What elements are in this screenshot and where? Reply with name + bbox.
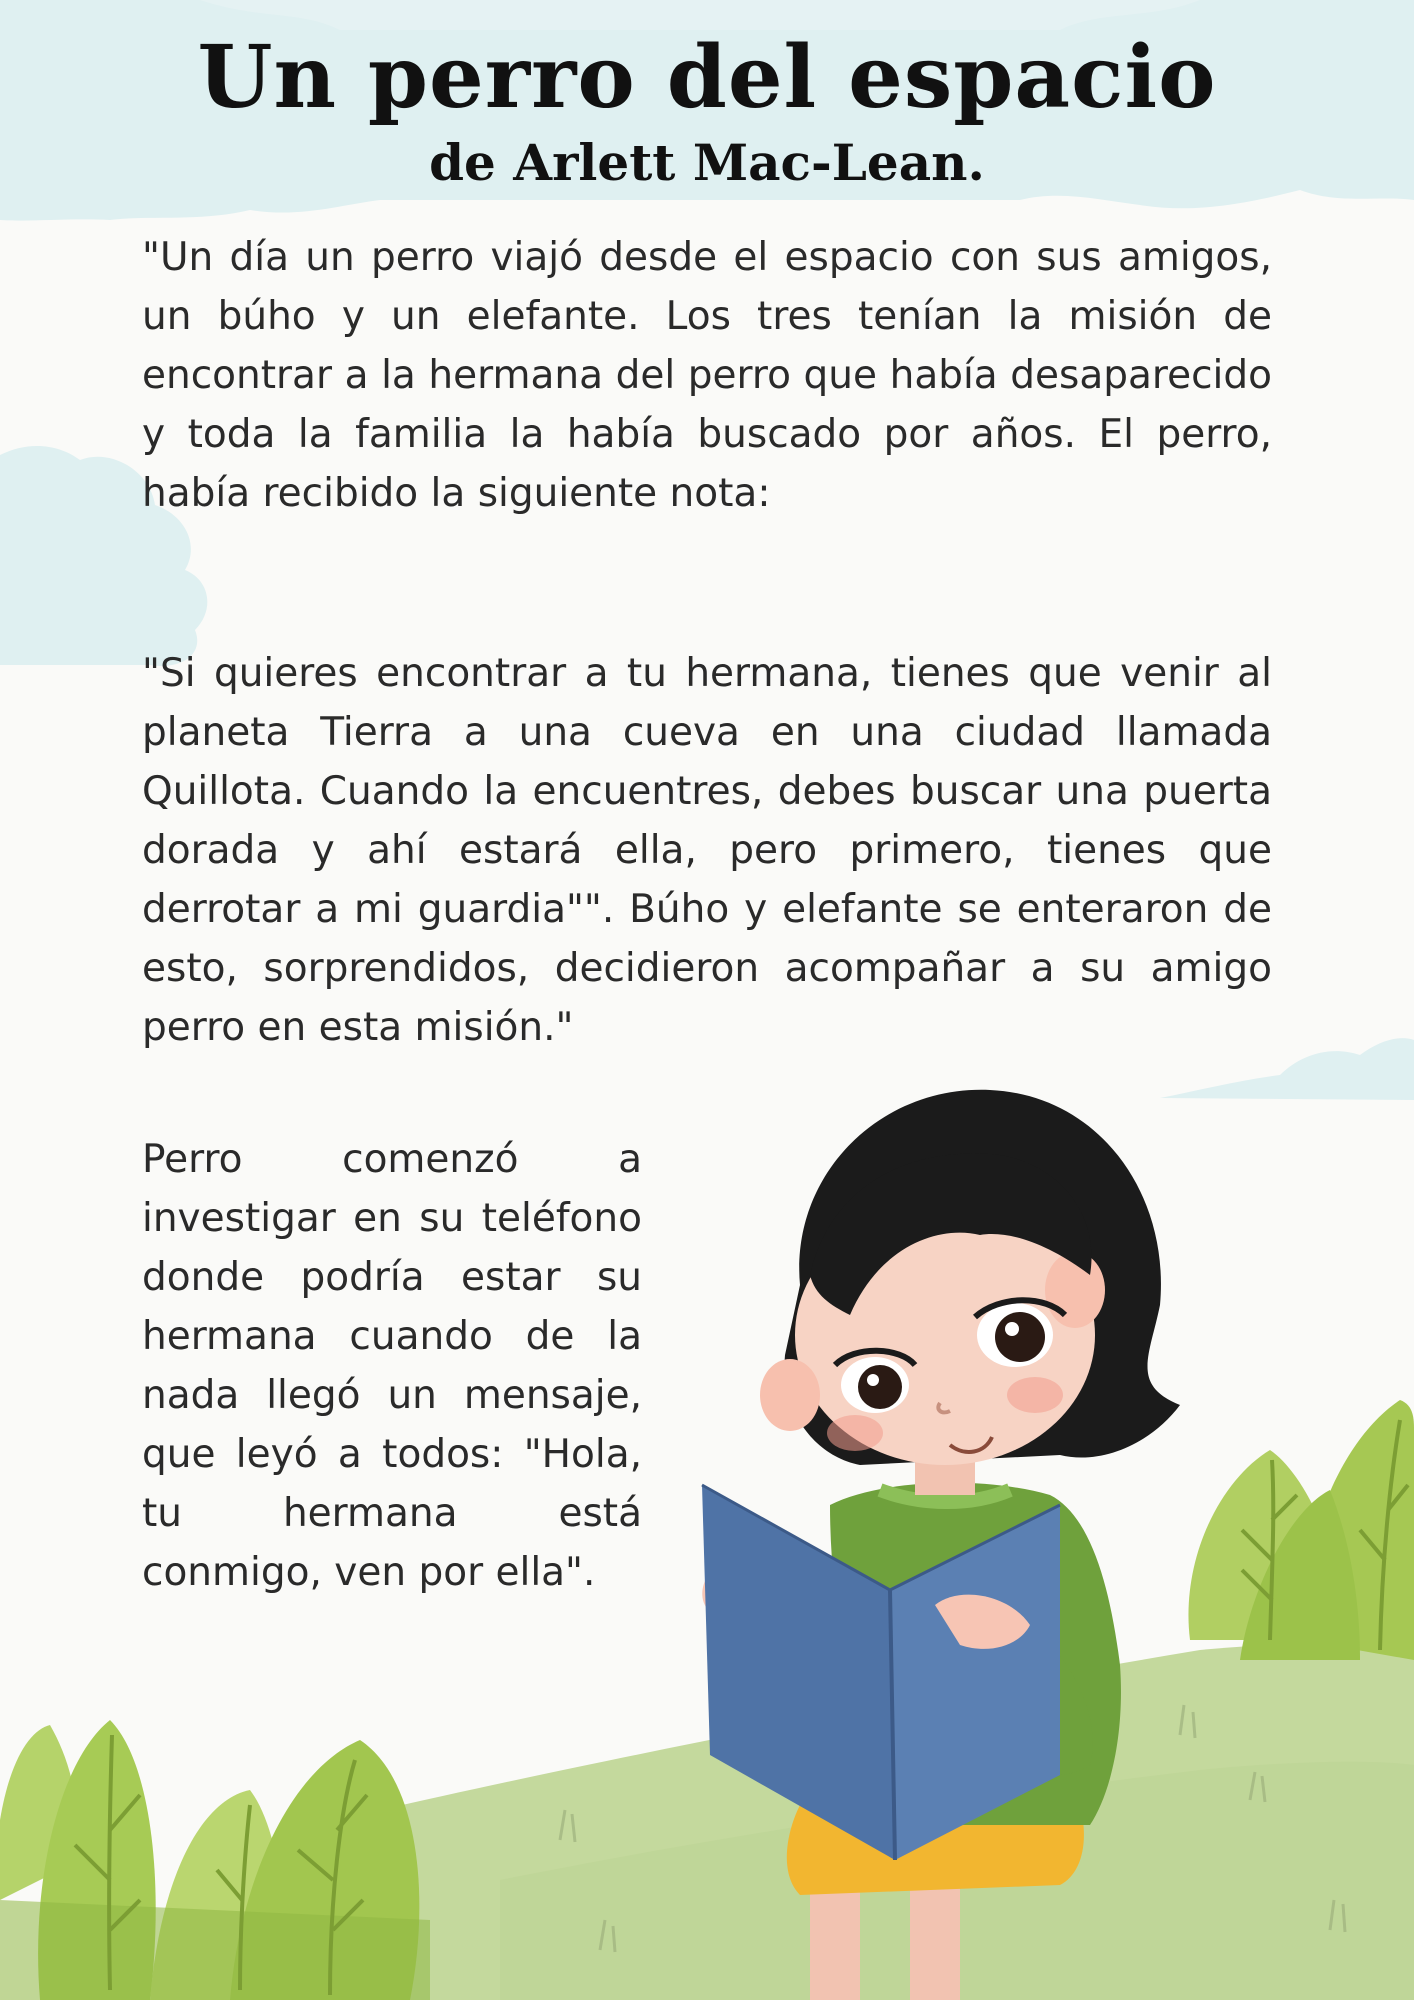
story-paragraph-3: Perro comenzó a investigar en su teléfono donde podría estar su hermana cuando de la nada llegó un mensaje, que leyó a todos: "Hola, tu hermana está conmigo, ven por ella". [142, 1137, 642, 1595]
story-paragraph-1: "Un día un perro viajó desde el espacio con sus amigos, un búho y un elefante. Los tres tenían la misión de encontrar a la hermana del perro que había desaparecido y toda la familia la había buscado por años. El perro, había recibido la siguiente nota: [142, 235, 1272, 516]
girl-reading-illustration [680, 1085, 1300, 2000]
story-paragraph-2: "Si quieres encontrar a tu hermana, tienes que venir al planeta Tierra a una cueva en una ciudad llamada Quillota. Cuando la encuentres, debes buscar una puerta dorada y ahí estará ella, pero primero, tienes que derrotar a mi guardia"". Búho y elefante se enteraron de esto, sorprendidos, decidieron acompañar a su amigo perro en esta misión." [142, 651, 1272, 1050]
left-bush-icon [0, 1720, 430, 2000]
story-title: Un perro del espacio [197, 27, 1217, 128]
story-author: de Arlett Mac-Lean. [429, 133, 985, 192]
